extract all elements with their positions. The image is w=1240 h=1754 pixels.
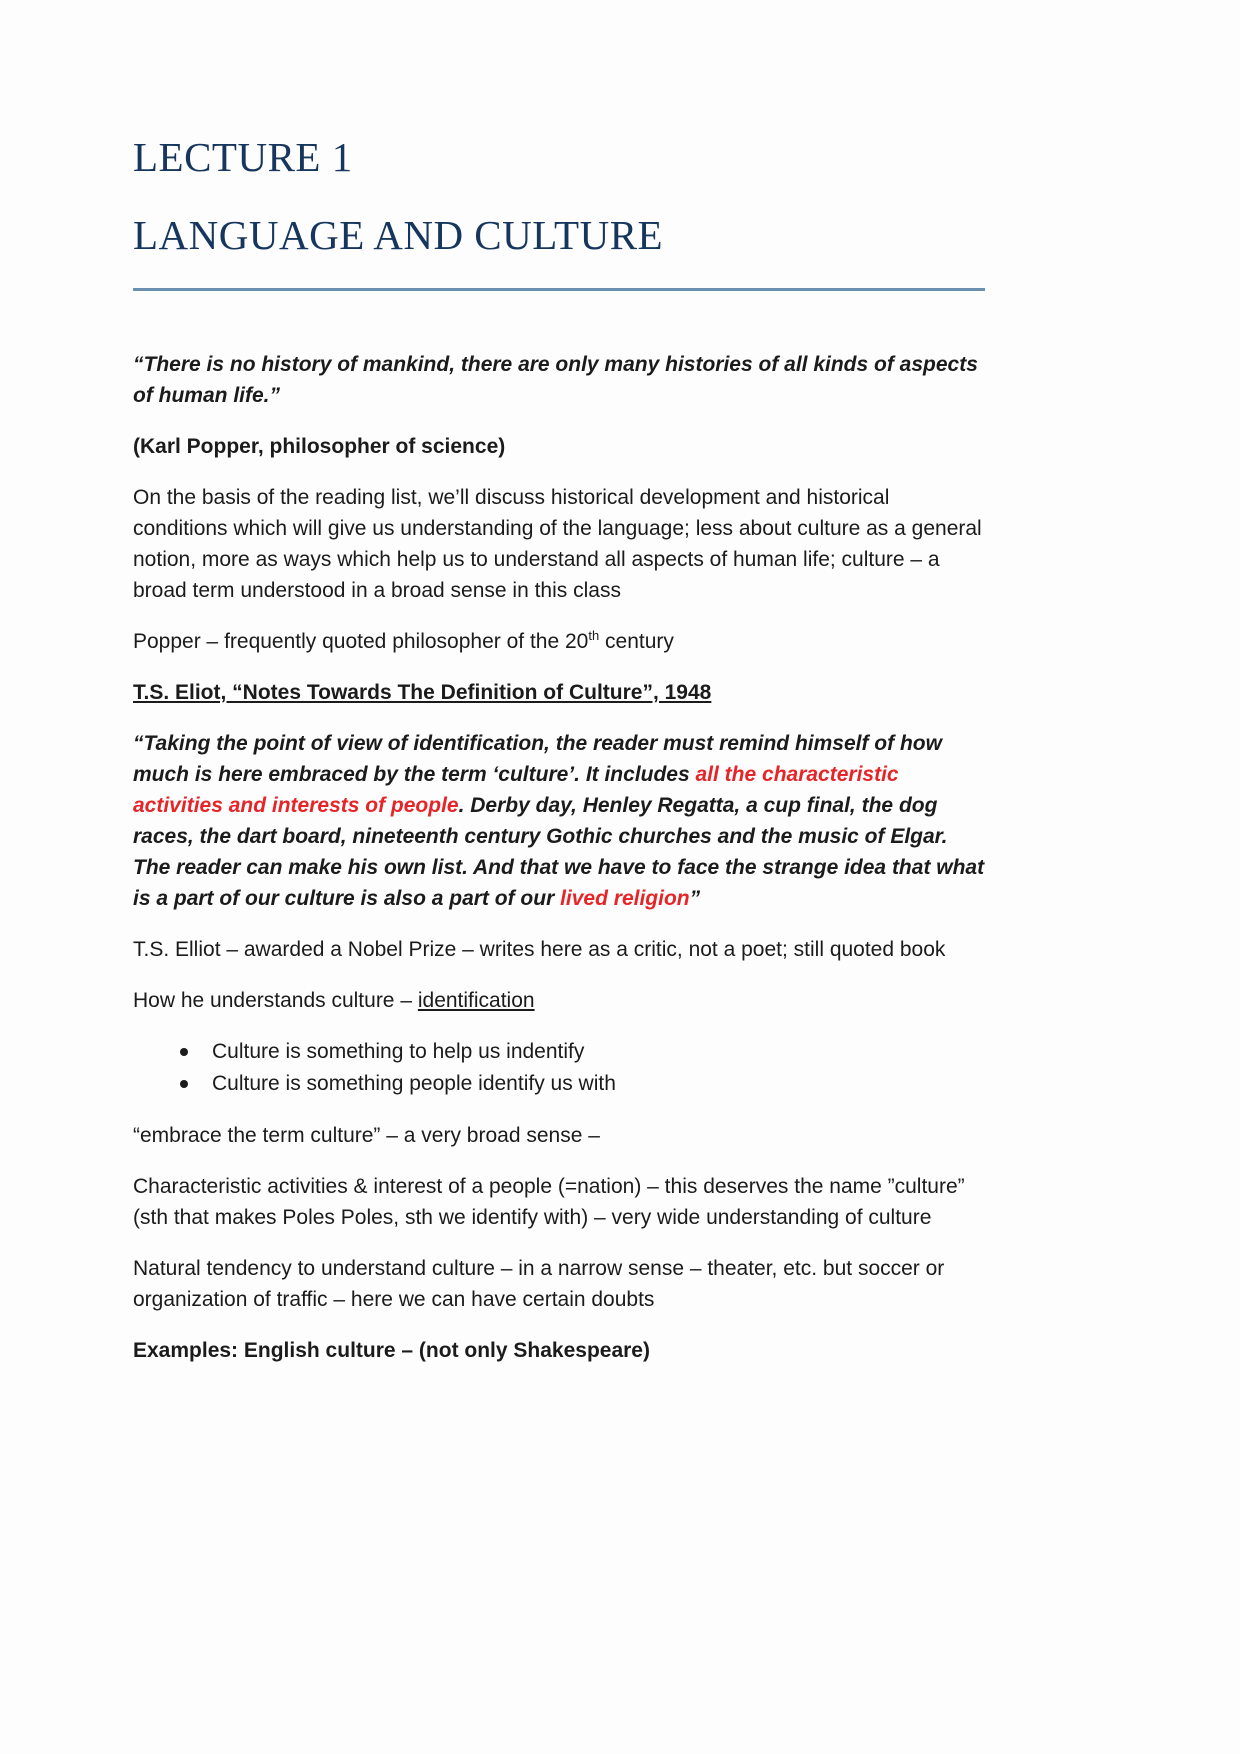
how-line-text: How he understands culture – — [133, 989, 418, 1012]
eliot-quote-part2: . Derby day, Henley Regatta, a cup final, the dog races, the dart board, nineteenth century Gothic churches and the music of Elgar. The reader can make his own list. And that we have to face the strange idea that what is a part of our culture is also a part of our — [133, 794, 985, 910]
popper-note-tail: century — [599, 630, 674, 653]
eliot-quote-part3: ” — [689, 887, 701, 910]
bullet-item-label: Culture is something to help us indentify — [212, 1040, 585, 1063]
document-page — [133, 118, 985, 1386]
culture-bullet-list — [133, 1036, 985, 1100]
bullet-item — [180, 1068, 985, 1100]
characteristic-paragraph: Characteristic activities & interest of a people (=nation) – this deserves the name ”culture” (sth that makes Poles Poles, sth we identify with) – very wide understanding of culture — [133, 1175, 965, 1229]
popper-note-text: Popper – frequently quoted philosopher of the 20 — [133, 630, 589, 653]
bullet-dot-icon — [180, 1048, 188, 1056]
eliot-quote-red1: all the characteristic activities and interests of people — [133, 763, 899, 817]
eliot-quote — [133, 728, 985, 914]
page-title — [133, 118, 985, 291]
reading-list-paragraph: On the basis of the reading list, we’ll discuss historical development and historical conditions which will give us understanding of the language; less about culture as a general notion, more as ways which help us to understand all aspects of human life; culture – a broad term understood in a broad sense in this class — [133, 486, 982, 602]
embrace-line: “embrace the term culture” – a very broad sense – — [133, 1124, 600, 1147]
eliot-heading — [133, 677, 985, 708]
eliot-heading-text: T.S. Eliot, “Notes Towards The Definition of Culture”, 1948 — [133, 681, 712, 704]
identification-underlined: identification — [417, 989, 535, 1012]
natural-tendency-paragraph: Natural tendency to understand culture – in a narrow sense – theater, etc. but soccer or organization of traffic – here we can have certain doubts — [133, 1257, 945, 1311]
popper-note — [133, 626, 985, 657]
popper-attribution: (Karl Popper, philosopher of science) — [133, 435, 506, 458]
bullet-item-label: Culture is something people identify us with — [212, 1072, 616, 1095]
eliot-quote-red2: lived religion — [560, 887, 690, 910]
title-line-2: LANGUAGE AND CULTURE — [133, 212, 664, 258]
popper-quote: “There is no history of mankind, there are only many histories of all kinds of aspects of human life.” — [133, 353, 978, 407]
eliot-quote-part1: “Taking the point of view of identification, the reader must remind himself of how much is here embraced by the term ‘culture’. It includes — [133, 732, 942, 786]
ordinal-superscript: th — [588, 628, 600, 643]
culture-identification-line — [133, 985, 985, 1016]
bullet-item — [180, 1036, 985, 1068]
examples-line: Examples: English culture – (not only Shakespeare) — [133, 1339, 650, 1362]
elliot-note: T.S. Elliot – awarded a Nobel Prize – writes here as a critic, not a poet; still quoted book — [133, 938, 946, 961]
bullet-dot-icon — [180, 1080, 188, 1088]
title-line-1: LECTURE 1 — [133, 134, 353, 180]
